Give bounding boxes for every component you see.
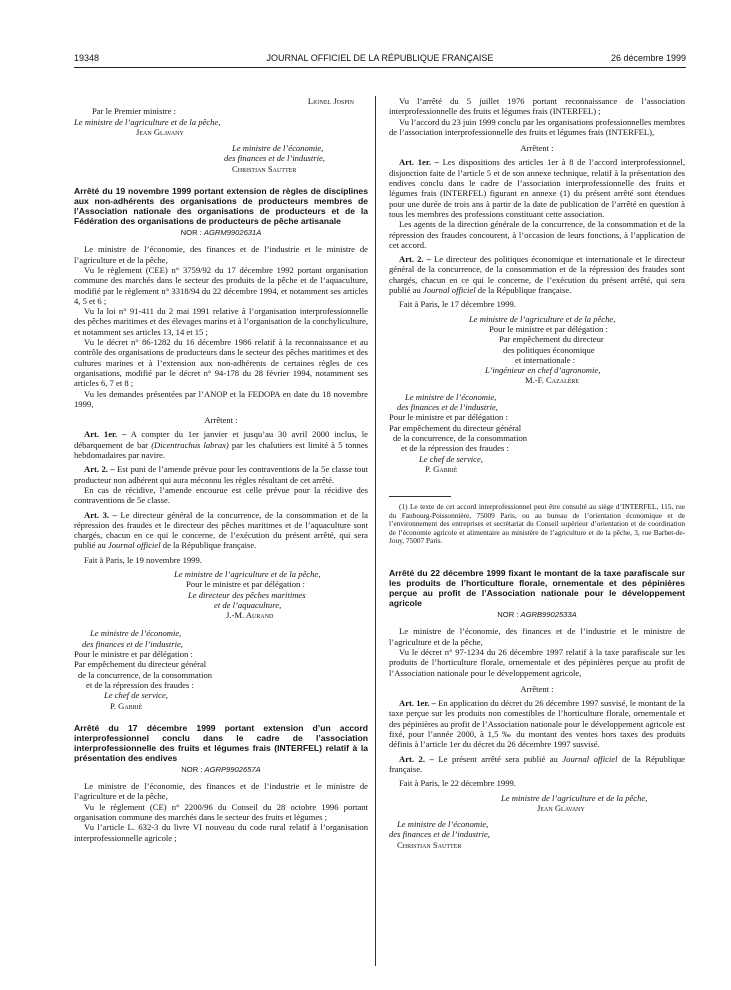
signatory-name: M.-F. Cazalère: [525, 375, 580, 386]
footnote-rule: [389, 496, 451, 497]
signatory-name: P. Gabrié: [110, 700, 143, 711]
arretent-heading: Arrêtent :: [520, 683, 554, 694]
signature-title: Le ministre de l’agriculture et de la pêche,: [74, 116, 221, 127]
decree-paragraph: Les agents de la direction générale de la concurrence, de la consommation et de la répression des fraudes concourent, à l’occasion de leurs fonctions, à l’application de cet accord.: [389, 219, 685, 250]
decree-1: [74, 186, 368, 711]
decree-paragraph: Le ministre de l’économie, des finances et de l’industrie et le ministre de l’agriculture et de la pêche,: [74, 244, 368, 265]
signing-date: Fait à Paris, le 19 novembre 1999.: [84, 554, 202, 565]
decree-paragraph: Vu le règlement (CEE) n° 3759/92 du 17 décembre 1992 portant organisation commune des marchés dans le secteur des produits de la pêche et de l’aquaculture, modifié par le règlement n° 3318/94 du 22 décembre 1994, et notamment ses articles 4, 5 et 6 ;: [74, 264, 368, 306]
signature-block: Le ministre de l’agriculture et de la pêche, Jean Glavany Le ministre de l’économie, des finances et de l’industrie, Christian Sautter: [389, 793, 685, 850]
decree-paragraph: Vu l’article L. 632-3 du livre VI nouveau du code rural relatif à l’organisation interprofessionnelle agricole ;: [74, 822, 368, 843]
article-2: Art. 2. – Le directeur des politiques économique et internationale et le directeur général de la concurrence, de la consommation et de la répression des fraudes sont chargés, chacun en ce qui le concerne, de l’exécution du présent arrêté, qui sera publié au Journal officiel de la République française.: [389, 254, 685, 296]
header-rule: [74, 67, 686, 68]
signature-title: des finances et de l’industrie,: [224, 153, 325, 164]
previous-decree-signature: [74, 96, 368, 174]
signatory-name: Jean Glavany: [136, 126, 184, 137]
decree-paragraph: Le ministre de l’économie, des finances et de l’industrie et le ministre de l’agriculture et de la pêche,: [74, 781, 368, 802]
decree-title: Arrêté du 19 novembre 1999 portant extension de règles de disciplines aux non-adhérents des organisations de producteurs membres de l’Association nationale des organisations de producteurs et de la Fédération des organisations de producteurs de pêche artisanale: [74, 186, 368, 227]
signatory-name: P. Gabrié: [425, 463, 458, 474]
article-1: Art. 1er. – Les dispositions des articles 1er à 8 de l’accord interprofessionnel, disjonction faite de l’article 5 et de son annexe technique, relatif à la présentation des endives conclu dans le cadre de l’association interprofessionnelle des fruits et légumes frais (INTERFEL) figurant en annexe (1) du présent arrêté sont étendues pour une durée de trois ans à partir de la date de publication de l’arrêté en question à tous les membres des professions constituant cette association.: [389, 157, 685, 219]
article-1: Art. 1er. – A compter du 1er janvier et jusqu’au 30 avril 2000 inclus, le débarquement de bar (Dicentrachus labrax) par les chalutiers est limité à 5 tonnes hebdomadaires par navire.: [74, 429, 368, 461]
decree-paragraph: Vu le décret n° 86-1282 du 16 décembre 1986 relatif à la reconnaissance et au contrôle des organisations de producteurs dans le secteur des pêches maritimes et des cultures marines et à l’extension aux non-adhérents de certaines règles de ces organisations, modifié par le décret n° 94-178 du 28 février 1994, notamment ses articles 6, 7 et 8 ;: [74, 337, 368, 389]
article-2: Art. 2. – Le présent arrêté sera publié au Journal officiel de la République française.: [389, 753, 685, 774]
decree-paragraph: Vu la loi n° 91-411 du 2 mai 1991 relative à l’organisation interprofessionnelle des pêches maritimes et des élevages marins et à l’organisation de la conchyliculture, et notamment ses articles 13, 14 et 15 ;: [74, 306, 368, 337]
nor-reference: NOR : AGRP9902657A: [181, 764, 261, 774]
signatory-name: Christian Sautter: [232, 163, 297, 174]
article-3: Art. 3. – Le directeur général de la concurrence, de la consommation et de la répression des fraudes et le directeur des pêches maritimes et de l’aquaculture sont chargés, chacun en ce qui le concerne, de l’exécution du présent arrêté, qui sera publié au Journal officiel de la République française.: [74, 509, 368, 551]
nor-reference: NOR : AGRB9902533A: [497, 610, 577, 620]
right-column: [389, 96, 685, 850]
signatory-name: Lionel Jospin: [307, 96, 354, 106]
decree-2-continued: [389, 96, 685, 546]
decree-title: Arrêté du 17 décembre 1999 portant extension d’un accord interprofessionnel conclu dans le cadre de l’association interprofessionnelle des fruits et légumes frais (INTERFEL) relatif à la présentation des endives: [74, 722, 368, 763]
decree-paragraph: Vu le décret n° 97-1234 du 26 décembre 1997 relatif à la taxe parafiscale sur les produits de l’horticulture florale, ornementale et des pépinières perçue au profit de l’Association nationale pour le développement agricole,: [389, 646, 685, 678]
page-number: 19348: [74, 53, 100, 63]
signature-block: Le ministre de l’agriculture et de la pêche, Pour le ministre et par délégation : Le directeur des pêches maritimes et de l’aquaculture, J.-M. Aurand Le ministre de l’économie, des finances et de l’industrie, Pour le ministre et par délégation : Par empêchement du directeur général de la concurrence, de la consommation et de la répression des fraudes : Le chef de service, P. Gabrié: [74, 569, 368, 711]
signatory-name: J.-M. Aurand: [226, 610, 274, 621]
article-1: Art. 1er. – En application du décret du 26 décembre 1997 susvisé, le montant de la taxe perçue sur les produits non comestibles de l’horticulture florale, ornementale et des pépinières au profit de l’Association nationale pour le développement agricole est fixé, pour l’année 2000, à 1,5 ‰ du montant des ventes hors taxes des produits définis à l’article 1er du décret du 26 décembre 1997 susvisé.: [389, 698, 685, 750]
decree-paragraph: Vu l’accord du 23 juin 1999 conclu par les organisations professionnelles membres de l’association interprofessionnelle des fruits et légumes frais (INTERFEL),: [389, 116, 685, 137]
decree-3: [389, 568, 685, 850]
signature-title: Le ministre de l’économie,: [232, 143, 324, 154]
signatory-name: Jean Glavany: [537, 802, 585, 813]
issue-date: 26 décembre 1999: [610, 53, 686, 63]
decree-paragraph: Vu les demandes présentées par l’ANOP et la FEDOPA en date du 18 novembre 1999,: [74, 388, 368, 409]
signature-block: Le ministre de l’agriculture et de la pêche, Pour le ministre et par délégation : Par empêchement du directeur des politiques économique et internationale : L’ingénieur en chef d’agronomie, M.-F. Cazalère Le ministre de l’économie, des finances et de l’industrie, Pour le ministre et par délégation : Par empêchement du directeur général de la concurrence, de la consommation et de la répression des fraudes : Le chef de service, P. Gabrié: [389, 314, 685, 474]
column-divider: [375, 96, 376, 966]
nor-reference: NOR : AGRM9902631A: [180, 228, 262, 238]
signing-date: Fait à Paris, le 17 décembre 1999.: [399, 299, 516, 310]
signing-date: Fait à Paris, le 22 décembre 1999.: [399, 778, 516, 789]
decree-paragraph: En cas de récidive, l’amende encourue est celle prévue pour la récidive des contraventions de 5e classe.: [74, 484, 368, 506]
arretent-heading: Arrêtent :: [204, 415, 238, 426]
article-2: Art. 2. – Est puni de l’amende prévue pour les contraventions de la 5e classe tout producteur non adhérent qui aura méconnu les règles résultant de cet arrêté.: [74, 464, 369, 485]
arretent-heading: Arrêtent :: [520, 143, 554, 154]
decree-2: [74, 723, 368, 843]
footnote: (1) Le texte de cet accord interprofessionnel peut être consulté au siège d’INTERFEL, 115, rue du Faubourg-Poissonnière, 75009 Paris, ou au bureau de l’orientation économique et de l’environnement des entreprises et secrétariat du Conseil supérieur d’orientation et de coordination de l’économie agricole et alimentaire au ministère de l’agriculture et de la pêche, 3, rue Barbet-de-Jouy, 75007 Paris.: [389, 502, 685, 546]
signature-line: Par le Premier ministre :: [92, 106, 177, 117]
left-column: [74, 96, 368, 843]
decree-paragraph: Vu l’arrêté du 5 juillet 1976 portant reconnaissance de l’association interprofessionnelle des fruits et légumes frais (INTERFEL) ;: [389, 96, 685, 117]
decree-paragraph: Le ministre de l’économie, des finances et de l’industrie et le ministre de l’agriculture et de la pêche,: [389, 626, 685, 647]
signatory-name: Christian Sautter: [397, 839, 462, 850]
decree-title: Arrêté du 22 décembre 1999 fixant le montant de la taxe parafiscale sur les produits de l’horticulture florale, ornementale et des pépinières perçue au profit de l’Association nationale pour le développement agricole: [389, 568, 685, 609]
journal-title: JOURNAL OFFICIEL DE LA RÉPUBLIQUE FRANÇAISE: [266, 53, 494, 63]
decree-paragraph: Vu le règlement (CE) n° 2200/96 du Conseil du 28 octobre 1996 portant organisation commune des marchés dans le secteur des fruits et légumes ;: [74, 801, 368, 823]
